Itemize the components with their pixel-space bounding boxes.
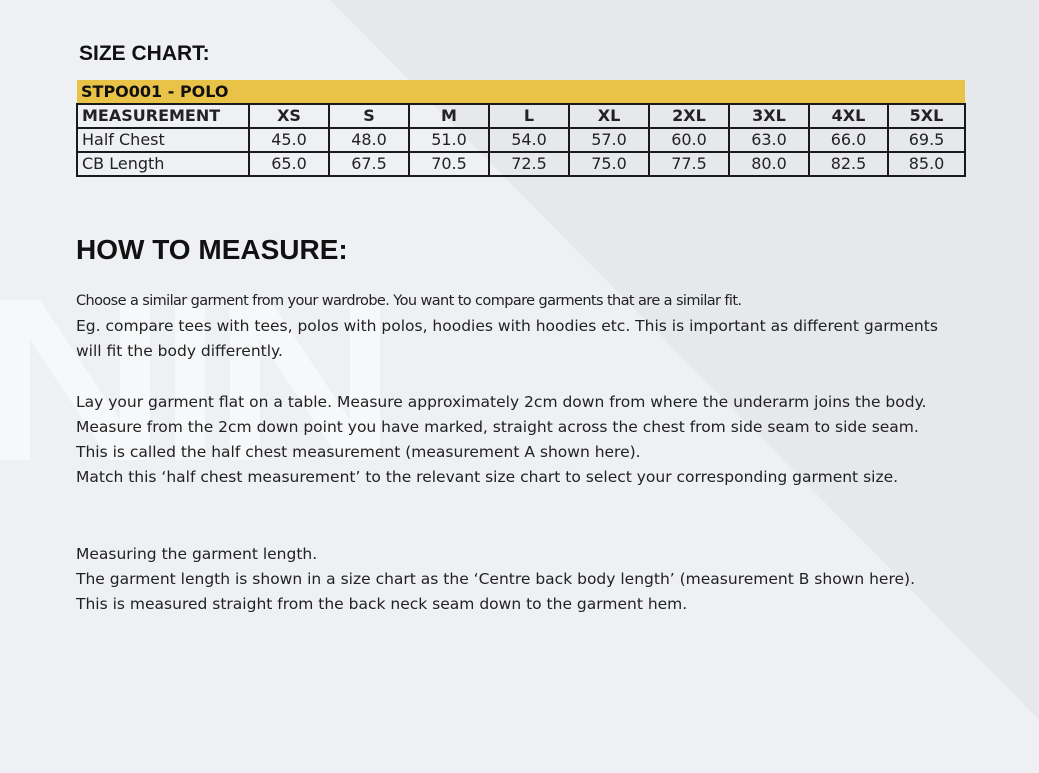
chest-paragraph	[76, 390, 976, 490]
cell-value: 63.0	[729, 128, 809, 152]
length-paragraph	[76, 542, 976, 617]
size-chart-table	[76, 80, 966, 177]
cell-value: 70.5	[409, 152, 489, 176]
length-line: This is measured straight from the back neck seam down to the garment hem.	[76, 595, 688, 613]
row-label: CB Length	[77, 152, 249, 176]
cell-value: 65.0	[249, 152, 329, 176]
cell-value: 48.0	[329, 128, 409, 152]
cell-value: 57.0	[569, 128, 649, 152]
cell-value: 66.0	[809, 128, 888, 152]
header-size-xs: XS	[249, 104, 329, 128]
header-size-m: M	[409, 104, 489, 128]
how-to-measure-title: HOW TO MEASURE:	[76, 234, 348, 265]
length-line: The garment length is shown in a size chart as the ‘Centre back body length’ (measurement B shown here).	[76, 570, 916, 588]
intro-line: Eg. compare tees with tees, polos with polos, hoodies with hoodies etc. This is important as different garments	[76, 317, 938, 335]
table-header-row	[77, 104, 965, 128]
cell-value: 75.0	[569, 152, 649, 176]
header-size-3xl: 3XL	[729, 104, 809, 128]
chest-line: Match this ‘half chest measurement’ to the relevant size chart to select your corresponding garment size.	[76, 468, 899, 486]
chest-line: Measure from the 2cm down point you have marked, straight across the chest from side seam to side seam.	[76, 418, 919, 436]
cell-value: 80.0	[729, 152, 809, 176]
header-size-l: L	[489, 104, 569, 128]
cell-value: 45.0	[249, 128, 329, 152]
intro-line: will fit the body differently.	[76, 342, 283, 360]
header-measurement: MEASUREMENT	[77, 104, 249, 128]
cell-value: 69.5	[888, 128, 965, 152]
cell-value: 82.5	[809, 152, 888, 176]
cell-value: 67.5	[329, 152, 409, 176]
cell-value: 60.0	[649, 128, 729, 152]
table-row-half-chest	[77, 128, 965, 152]
table-row-cb-length	[77, 152, 965, 176]
chest-line: Lay your garment flat on a table. Measure approximately 2cm down from where the underarm joins the body.	[76, 393, 927, 411]
header-size-4xl: 4XL	[809, 104, 888, 128]
intro-paragraph	[76, 289, 976, 364]
row-label: Half Chest	[77, 128, 249, 152]
product-title-row	[77, 80, 965, 104]
length-line: Measuring the garment length.	[76, 545, 318, 563]
cell-value: 51.0	[409, 128, 489, 152]
header-size-5xl: 5XL	[888, 104, 965, 128]
cell-value: 85.0	[888, 152, 965, 176]
size-chart-title: SIZE CHART:	[79, 42, 210, 65]
cell-value: 54.0	[489, 128, 569, 152]
intro-line: Choose a similar garment from your wardrobe. You want to compare garments that are a similar fit.	[76, 293, 742, 309]
cell-value: 77.5	[649, 152, 729, 176]
product-name: STPO001 - POLO	[77, 80, 965, 104]
cell-value: 72.5	[489, 152, 569, 176]
chest-line: This is called the half chest measurement (measurement A shown here).	[76, 443, 641, 461]
header-size-2xl: 2XL	[649, 104, 729, 128]
header-size-s: S	[329, 104, 409, 128]
header-size-xl: XL	[569, 104, 649, 128]
